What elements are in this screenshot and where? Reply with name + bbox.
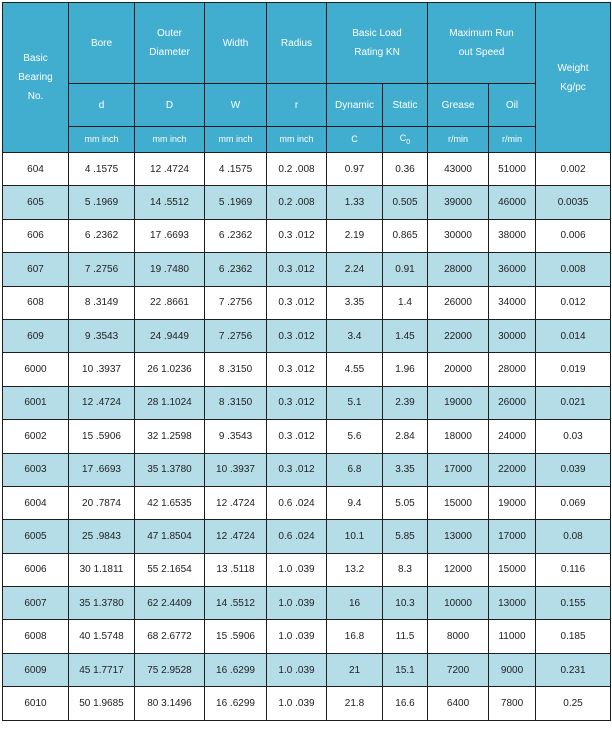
dynamic-load-cell: 9.4 xyxy=(327,486,383,519)
oil-speed-cell: 9000 xyxy=(489,653,536,686)
header-width: Width xyxy=(205,3,267,84)
header-bore: Bore xyxy=(69,3,135,84)
radius-cell: 0.3 .012 xyxy=(267,286,327,319)
dynamic-load-cell: 1.33 xyxy=(327,186,383,219)
radius-cell: 0.3 .012 xyxy=(267,353,327,386)
dynamic-load-cell: 21.8 xyxy=(327,687,383,720)
oil-speed-cell: 38000 xyxy=(489,219,536,252)
weight-cell: 0.002 xyxy=(536,153,611,186)
bore-cell: 25 .9843 xyxy=(69,520,135,553)
bearing-no-cell: 6003 xyxy=(3,453,69,486)
width-cell: 8 .3150 xyxy=(205,353,267,386)
static-load-cell: 1.96 xyxy=(383,353,428,386)
table-row xyxy=(3,319,611,352)
weight-cell: 0.014 xyxy=(536,319,611,352)
grease-speed-cell: 17000 xyxy=(428,453,489,486)
grease-speed-cell: 13000 xyxy=(428,520,489,553)
grease-speed-cell: 22000 xyxy=(428,319,489,352)
width-cell: 12 .4724 xyxy=(205,520,267,553)
grease-speed-cell: 30000 xyxy=(428,219,489,252)
header-C0-base: C xyxy=(399,132,407,143)
outer-diameter-cell: 62 2.4409 xyxy=(135,587,205,620)
bore-cell: 35 1.3780 xyxy=(69,587,135,620)
bore-cell: 50 1.9685 xyxy=(69,687,135,720)
table-body xyxy=(3,153,611,721)
oil-speed-cell: 30000 xyxy=(489,319,536,352)
dynamic-load-cell: 10.1 xyxy=(327,520,383,553)
header-outer-diameter: Outer Diameter xyxy=(135,3,205,84)
bearing-no-cell: 6001 xyxy=(3,386,69,419)
outer-diameter-cell: 35 1.3780 xyxy=(135,453,205,486)
bearing-no-cell: 6008 xyxy=(3,620,69,653)
header-radius: Radius xyxy=(267,3,327,84)
grease-speed-cell: 26000 xyxy=(428,286,489,319)
weight-cell: 0.021 xyxy=(536,386,611,419)
header-static: Static xyxy=(383,84,428,127)
table-header xyxy=(3,3,611,153)
bore-cell: 12 .4724 xyxy=(69,386,135,419)
grease-speed-cell: 8000 xyxy=(428,620,489,653)
outer-diameter-cell: 47 1.8504 xyxy=(135,520,205,553)
dynamic-load-cell: 0.97 xyxy=(327,153,383,186)
weight-cell: 0.25 xyxy=(536,687,611,720)
grease-speed-cell: 10000 xyxy=(428,587,489,620)
radius-cell: 1.0 .039 xyxy=(267,587,327,620)
weight-cell: 0.019 xyxy=(536,353,611,386)
radius-cell: 0.6 .024 xyxy=(267,520,327,553)
weight-cell: 0.012 xyxy=(536,286,611,319)
static-load-cell: 5.05 xyxy=(383,486,428,519)
bearing-no-cell: 6010 xyxy=(3,687,69,720)
grease-speed-cell: 12000 xyxy=(428,553,489,586)
header-basic-load-rating: Basic Load Rating KN xyxy=(327,3,428,84)
outer-diameter-cell: 55 2.1654 xyxy=(135,553,205,586)
outer-diameter-cell: 19 .7480 xyxy=(135,253,205,286)
grease-speed-cell: 6400 xyxy=(428,687,489,720)
weight-cell: 0.185 xyxy=(536,620,611,653)
width-cell: 15 .5906 xyxy=(205,620,267,653)
header-C: C xyxy=(327,127,383,153)
bore-cell: 15 .5906 xyxy=(69,420,135,453)
dynamic-load-cell: 16.8 xyxy=(327,620,383,653)
weight-cell: 0.03 xyxy=(536,420,611,453)
table-row xyxy=(3,219,611,252)
bearing-no-cell: 6002 xyxy=(3,420,69,453)
weight-cell: 0.116 xyxy=(536,553,611,586)
static-load-cell: 0.505 xyxy=(383,186,428,219)
static-load-cell: 0.91 xyxy=(383,253,428,286)
bore-cell: 5 .1969 xyxy=(69,186,135,219)
bore-cell: 6 .2362 xyxy=(69,219,135,252)
outer-diameter-cell: 75 2.9528 xyxy=(135,653,205,686)
width-cell: 4 .1575 xyxy=(205,153,267,186)
table-row xyxy=(3,553,611,586)
radius-cell: 0.2 .008 xyxy=(267,153,327,186)
header-grease-unit: r/min xyxy=(428,127,489,153)
static-load-cell: 0.865 xyxy=(383,219,428,252)
table-row xyxy=(3,353,611,386)
width-cell: 8 .3150 xyxy=(205,386,267,419)
table-row xyxy=(3,520,611,553)
bearing-no-cell: 604 xyxy=(3,153,69,186)
bore-cell: 8 .3149 xyxy=(69,286,135,319)
static-load-cell: 16.6 xyxy=(383,687,428,720)
oil-speed-cell: 34000 xyxy=(489,286,536,319)
bore-cell: 17 .6693 xyxy=(69,453,135,486)
header-weight: Weight Kg/pc xyxy=(536,3,611,153)
oil-speed-cell: 46000 xyxy=(489,186,536,219)
outer-diameter-cell: 32 1.2598 xyxy=(135,420,205,453)
dynamic-load-cell: 21 xyxy=(327,653,383,686)
width-cell: 16 .6299 xyxy=(205,653,267,686)
grease-speed-cell: 15000 xyxy=(428,486,489,519)
table-row xyxy=(3,453,611,486)
radius-cell: 1.0 .039 xyxy=(267,687,327,720)
dynamic-load-cell: 5.1 xyxy=(327,386,383,419)
header-unit-d: mm inch xyxy=(69,127,135,153)
header-D: D xyxy=(135,84,205,127)
header-C0-sub: 0 xyxy=(406,138,411,146)
outer-diameter-cell: 22 .8661 xyxy=(135,286,205,319)
bearing-no-cell: 6009 xyxy=(3,653,69,686)
static-load-cell: 11.5 xyxy=(383,620,428,653)
width-cell: 5 .1969 xyxy=(205,186,267,219)
oil-speed-cell: 17000 xyxy=(489,520,536,553)
weight-cell: 0.008 xyxy=(536,253,611,286)
width-cell: 7 .2756 xyxy=(205,319,267,352)
outer-diameter-cell: 24 .9449 xyxy=(135,319,205,352)
grease-speed-cell: 43000 xyxy=(428,153,489,186)
header-unit-W: mm inch xyxy=(205,127,267,153)
table-row xyxy=(3,253,611,286)
grease-speed-cell: 20000 xyxy=(428,353,489,386)
weight-cell: 0.231 xyxy=(536,653,611,686)
oil-speed-cell: 36000 xyxy=(489,253,536,286)
dynamic-load-cell: 2.19 xyxy=(327,219,383,252)
weight-cell: 0.08 xyxy=(536,520,611,553)
bearing-no-cell: 6000 xyxy=(3,353,69,386)
header-max-run-out-speed: Maximum Run out Speed xyxy=(428,3,536,84)
dynamic-load-cell: 3.35 xyxy=(327,286,383,319)
static-load-cell: 5.85 xyxy=(383,520,428,553)
header-basic-bearing-no: Basic Bearing No. xyxy=(3,3,69,153)
oil-speed-cell: 24000 xyxy=(489,420,536,453)
weight-cell: 0.006 xyxy=(536,219,611,252)
bearing-no-cell: 608 xyxy=(3,286,69,319)
oil-speed-cell: 7800 xyxy=(489,687,536,720)
bearing-no-cell: 6005 xyxy=(3,520,69,553)
outer-diameter-cell: 68 2.6772 xyxy=(135,620,205,653)
width-cell: 6 .2362 xyxy=(205,219,267,252)
header-oil: Oil xyxy=(489,84,536,127)
header-r: r xyxy=(267,84,327,127)
table-row xyxy=(3,153,611,186)
width-cell: 14 .5512 xyxy=(205,587,267,620)
table-row xyxy=(3,653,611,686)
dynamic-load-cell: 5.6 xyxy=(327,420,383,453)
bore-cell: 7 .2756 xyxy=(69,253,135,286)
oil-speed-cell: 26000 xyxy=(489,386,536,419)
radius-cell: 0.3 .012 xyxy=(267,253,327,286)
oil-speed-cell: 28000 xyxy=(489,353,536,386)
outer-diameter-cell: 28 1.1024 xyxy=(135,386,205,419)
oil-speed-cell: 51000 xyxy=(489,153,536,186)
table-row xyxy=(3,420,611,453)
static-load-cell: 1.4 xyxy=(383,286,428,319)
bore-cell: 20 .7874 xyxy=(69,486,135,519)
bore-cell: 30 1.1811 xyxy=(69,553,135,586)
dynamic-load-cell: 16 xyxy=(327,587,383,620)
table-row xyxy=(3,386,611,419)
weight-cell: 0.0035 xyxy=(536,186,611,219)
static-load-cell: 0.36 xyxy=(383,153,428,186)
outer-diameter-cell: 80 3.1496 xyxy=(135,687,205,720)
dynamic-load-cell: 6.8 xyxy=(327,453,383,486)
grease-speed-cell: 28000 xyxy=(428,253,489,286)
bearing-no-cell: 607 xyxy=(3,253,69,286)
static-load-cell: 10.3 xyxy=(383,587,428,620)
width-cell: 10 .3937 xyxy=(205,453,267,486)
oil-speed-cell: 15000 xyxy=(489,553,536,586)
bearing-no-cell: 6004 xyxy=(3,486,69,519)
radius-cell: 1.0 .039 xyxy=(267,620,327,653)
grease-speed-cell: 18000 xyxy=(428,420,489,453)
table-row xyxy=(3,587,611,620)
header-d: d xyxy=(69,84,135,127)
dynamic-load-cell: 4.55 xyxy=(327,353,383,386)
radius-cell: 0.3 .012 xyxy=(267,420,327,453)
static-load-cell: 2.84 xyxy=(383,420,428,453)
table-row xyxy=(3,486,611,519)
bore-cell: 4 .1575 xyxy=(69,153,135,186)
radius-cell: 0.2 .008 xyxy=(267,186,327,219)
oil-speed-cell: 22000 xyxy=(489,453,536,486)
outer-diameter-cell: 42 1.6535 xyxy=(135,486,205,519)
width-cell: 6 .2362 xyxy=(205,253,267,286)
header-W: W xyxy=(205,84,267,127)
radius-cell: 0.3 .012 xyxy=(267,319,327,352)
oil-speed-cell: 11000 xyxy=(489,620,536,653)
radius-cell: 0.3 .012 xyxy=(267,453,327,486)
bearing-no-cell: 6006 xyxy=(3,553,69,586)
width-cell: 7 .2756 xyxy=(205,286,267,319)
bearing-no-cell: 609 xyxy=(3,319,69,352)
dynamic-load-cell: 13.2 xyxy=(327,553,383,586)
weight-cell: 0.039 xyxy=(536,453,611,486)
static-load-cell: 3.35 xyxy=(383,453,428,486)
bearing-no-cell: 605 xyxy=(3,186,69,219)
width-cell: 9 .3543 xyxy=(205,420,267,453)
outer-diameter-cell: 26 1.0236 xyxy=(135,353,205,386)
header-unit-r: mm inch xyxy=(267,127,327,153)
width-cell: 12 .4724 xyxy=(205,486,267,519)
table-row xyxy=(3,687,611,720)
bearing-spec-table xyxy=(2,2,611,721)
header-C0 xyxy=(383,127,428,153)
grease-speed-cell: 39000 xyxy=(428,186,489,219)
oil-speed-cell: 19000 xyxy=(489,486,536,519)
bore-cell: 45 1.7717 xyxy=(69,653,135,686)
static-load-cell: 15.1 xyxy=(383,653,428,686)
dynamic-load-cell: 3.4 xyxy=(327,319,383,352)
header-grease: Grease xyxy=(428,84,489,127)
header-unit-D: mm inch xyxy=(135,127,205,153)
table-row xyxy=(3,286,611,319)
bore-cell: 10 .3937 xyxy=(69,353,135,386)
radius-cell: 1.0 .039 xyxy=(267,553,327,586)
outer-diameter-cell: 12 .4724 xyxy=(135,153,205,186)
bore-cell: 40 1.5748 xyxy=(69,620,135,653)
bearing-no-cell: 606 xyxy=(3,219,69,252)
oil-speed-cell: 13000 xyxy=(489,587,536,620)
grease-speed-cell: 19000 xyxy=(428,386,489,419)
dynamic-load-cell: 2.24 xyxy=(327,253,383,286)
header-dynamic: Dynamic xyxy=(327,84,383,127)
bearing-no-cell: 6007 xyxy=(3,587,69,620)
radius-cell: 1.0 .039 xyxy=(267,653,327,686)
weight-cell: 0.069 xyxy=(536,486,611,519)
width-cell: 13 .5118 xyxy=(205,553,267,586)
weight-cell: 0.155 xyxy=(536,587,611,620)
outer-diameter-cell: 17 .6693 xyxy=(135,219,205,252)
static-load-cell: 1.45 xyxy=(383,319,428,352)
bore-cell: 9 .3543 xyxy=(69,319,135,352)
radius-cell: 0.6 .024 xyxy=(267,486,327,519)
table-row xyxy=(3,620,611,653)
header-oil-unit: r/min xyxy=(489,127,536,153)
width-cell: 16 .6299 xyxy=(205,687,267,720)
grease-speed-cell: 7200 xyxy=(428,653,489,686)
radius-cell: 0.3 .012 xyxy=(267,386,327,419)
static-load-cell: 2.39 xyxy=(383,386,428,419)
outer-diameter-cell: 14 .5512 xyxy=(135,186,205,219)
radius-cell: 0.3 .012 xyxy=(267,219,327,252)
table-row xyxy=(3,186,611,219)
static-load-cell: 8.3 xyxy=(383,553,428,586)
